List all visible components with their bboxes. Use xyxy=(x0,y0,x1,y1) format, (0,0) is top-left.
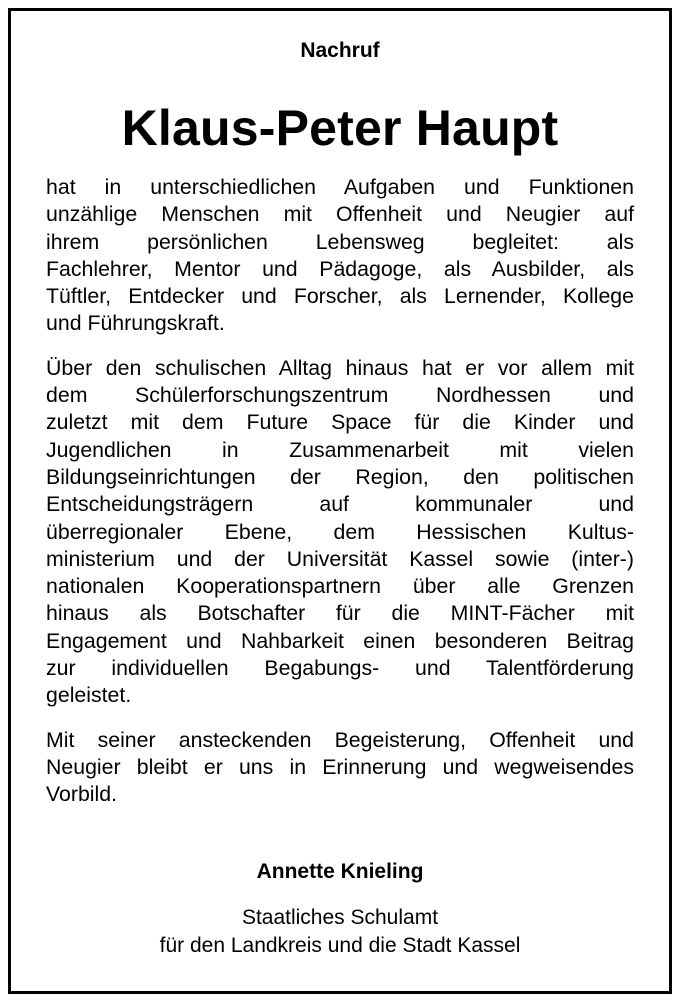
text-line: Über den schulischen Alltag hinaus hat er vor allem mit xyxy=(46,355,634,380)
text-line: Fachlehrer, Mentor und Pädagoge, als Ausbilder, als xyxy=(46,256,634,281)
text-line: Neugier bleibt er uns in Erinnerung und wegweisendes xyxy=(46,754,634,779)
organization xyxy=(0,904,680,960)
text-line: zuletzt mit dem Future Space für die Kinder und xyxy=(46,410,634,435)
paragraph-2 xyxy=(46,355,634,710)
text-line: nationalen Kooperationspartnern über alle Grenzen xyxy=(46,574,634,599)
paragraph-spacer xyxy=(46,338,634,355)
text-line: geleistet. xyxy=(46,683,132,708)
text-line: dem Schülerforschungszentrum Nordhessen und xyxy=(46,383,634,408)
text-line: hinaus als Botschafter für die MINT-Fächer mit xyxy=(46,601,634,626)
notice-body xyxy=(46,174,634,809)
text-line: Entscheidungsträgern auf kommunaler und xyxy=(46,492,634,517)
text-line: Jugendlichen in Zusammenarbeit mit vielen xyxy=(46,437,634,462)
notice-heading: Nachruf xyxy=(300,39,380,62)
paragraph-1 xyxy=(46,174,634,338)
text-line: und Führungskraft. xyxy=(46,311,225,336)
text-line: überregionaler Ebene, dem Hessischen Kultus- xyxy=(46,519,634,544)
text-line: Tüftler, Entdecker und Forscher, als Lernender, Kollege xyxy=(46,284,634,309)
organization-line: Staatliches Schulamt xyxy=(241,906,439,929)
text-line: Vorbild. xyxy=(46,782,118,807)
paragraph-spacer xyxy=(46,710,634,727)
text-line: ministerium und der Universität Kassel sowie (inter-) xyxy=(46,546,634,571)
text-line: hat in unterschiedlichen Aufgaben und Funktionen xyxy=(46,175,634,199)
text-line: Mit seiner ansteckenden Begeisterung, Offenheit und xyxy=(46,727,634,752)
text-line: unzählige Menschen mit Offenheit und Neugier auf xyxy=(46,202,634,227)
text-line: Engagement und Nahbarkeit einen besonderen Beitrag xyxy=(46,628,634,653)
text-line: zur individuellen Begabungs- und Talentförderung xyxy=(46,656,634,681)
text-line: Bildungseinrichtungen der Region, den politischen xyxy=(46,464,634,489)
paragraph-3 xyxy=(46,727,634,809)
organization-line: für den Landkreis und die Stadt Kassel xyxy=(159,934,521,957)
text-line: ihrem persönlichen Lebensweg begleitet: als xyxy=(46,229,634,254)
deceased-name: Klaus-Peter Haupt xyxy=(121,100,559,156)
signer-name: Annette Knieling xyxy=(256,860,424,883)
